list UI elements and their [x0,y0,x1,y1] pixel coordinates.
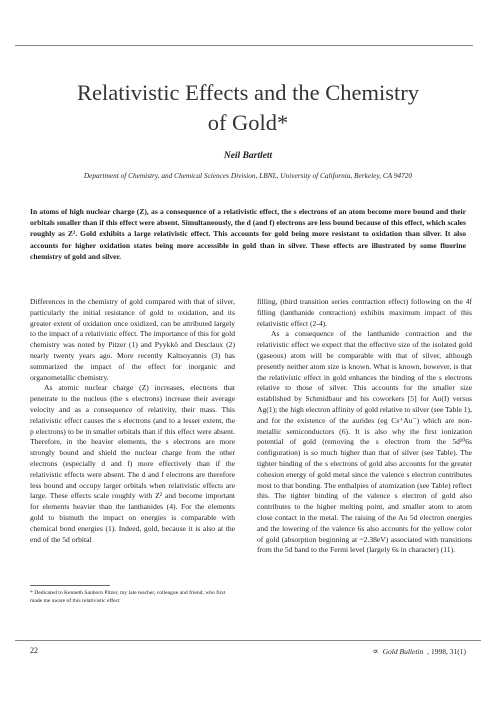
gold-bulletin-logo-icon: ∝ [372,646,379,656]
page-number: 22 [30,646,38,655]
affiliation: Department of Chemistry, and Chemical Sciences Division, LBNL, University of California, Berkeley, CA 94720 [83,171,413,180]
right-paragraph-2: As a consequence of the lanthanide contraction and the relativistic effect we expect that the effective size of the isolated gold (gaseous) atom will be comparable with that of silver, although presently neither atom size is known. What is known, however, is that the relativistic effect in gold enhances the binding of the s electrons relative to those of silver. This accounts for the smaller size established by Schmidbaur and his coworkers [5] for Au(I) versus Ag(1); the high electron affinity of gold relative to silver (see Table 1), and for the existence of the aurides (eg Cs⁺Au⁻) which are non-metallic semiconductors (6). It is also why the first ionization potential of gold (removing the s electron from the 5d¹⁰6s configuration) is so much higher than that of silver (see Table). The tighter binding of the s electrons of gold also accounts for the greater cohesion energy of gold metal since the valence s electron contributes most to that bonding. The enthalpies of atomization (see Table) reflect this. The tighter binding of the valence s electron of gold also contributes to the higher melting point, and smaller atom to atom close contact in the metal. The raising of the Au 5d electron energies and the lowering of the valence 6s also accounts for the yellow color of gold (absorption beginning at ~2.38eV) associated with transitions from the 5d band to the Fermi level (largely 6s in character) (11). [257,329,472,555]
title-line-1: Relativistic Effects and the Chemistry [76,80,419,105]
journal-citation [373,646,466,657]
author: Neil Bartlett [223,151,273,161]
left-paragraph-2: As atomic nuclear charge (Z) increases, electrons that penetrate to the nucleus (the s electrons) increase their average velocity and as a consequence of relativity, their mass. This relativistic effect causes the s electrons (and to a lesser extent, the p electrons) to be in smaller orbitals than if this effect were absent. Therefore, in the heavier elements, the s electrons are more strongly bound and shield the nuclear charge from the other electrons (especially d and f) more effectively than if the relativistic effects were absent. The d and f electrons are therefore less bound and occupy larger orbitals when relativistic effects are large. These effects scale roughly with Z² and become important for elements heavier than the lanthanides (4). For the elements gold to bismuth the impact on energies is comparable with chemical bond energies (1). Indeed, gold, because it is also at the end of the 5d orbital [30,383,235,544]
journal-name: Gold Bulletin [382,647,424,656]
right-paragraph-1: filling, (third transition series contraction effect) following on the 4f filling (lanthanide contraction) exhibits maximum impact of this relativistic effect (2-4). [257,297,472,328]
right-column [257,297,472,556]
article-title [50,78,446,138]
footnote: * Dedicated to Kenneth Sanborn Pitzer, my late teacher, colleague and friend, who first made me aware of this relativistic effect [30,590,226,605]
bottom-rule [15,640,481,641]
title-line-2: of Gold* [207,110,289,135]
abstract: In atoms of high nuclear charge (Z), as a consequence of a relativistic effect, the s electrons of an atom become more bound and their orbitals smaller than if this effect were absent. Simultaneously, the d (and f) electrons are less bound because of this effect, which scales roughly as Z². Gold exhibits a large relativistic effect. This accounts for gold being more resistant to oxidation than silver. It also accounts for higher oxidation states being more accessible in gold than in silver. These effects are illustrated by some fluorine chemistry of gold and silver. [30,207,466,261]
left-column [30,297,235,545]
footnote-rule [30,585,110,586]
journal-issue: , 1998, 31(1) [427,647,466,656]
top-rule [15,45,473,46]
left-paragraph-1: Differences in the chemistry of gold compared with that of silver, particularly the initial resistance of gold to oxidation, and its greater extent of oxidation once oxidized, can be attributed largely to the impact of a relativistic effect. The importance of this for gold chemistry was noted by Pitzer (1) and Pyykkö and Desclaux (2) nearly twenty years ago. More recently Kaltsoyannis (3) has summarized the impact of the effect for inorganic and organometallic chemistry. [30,297,235,382]
